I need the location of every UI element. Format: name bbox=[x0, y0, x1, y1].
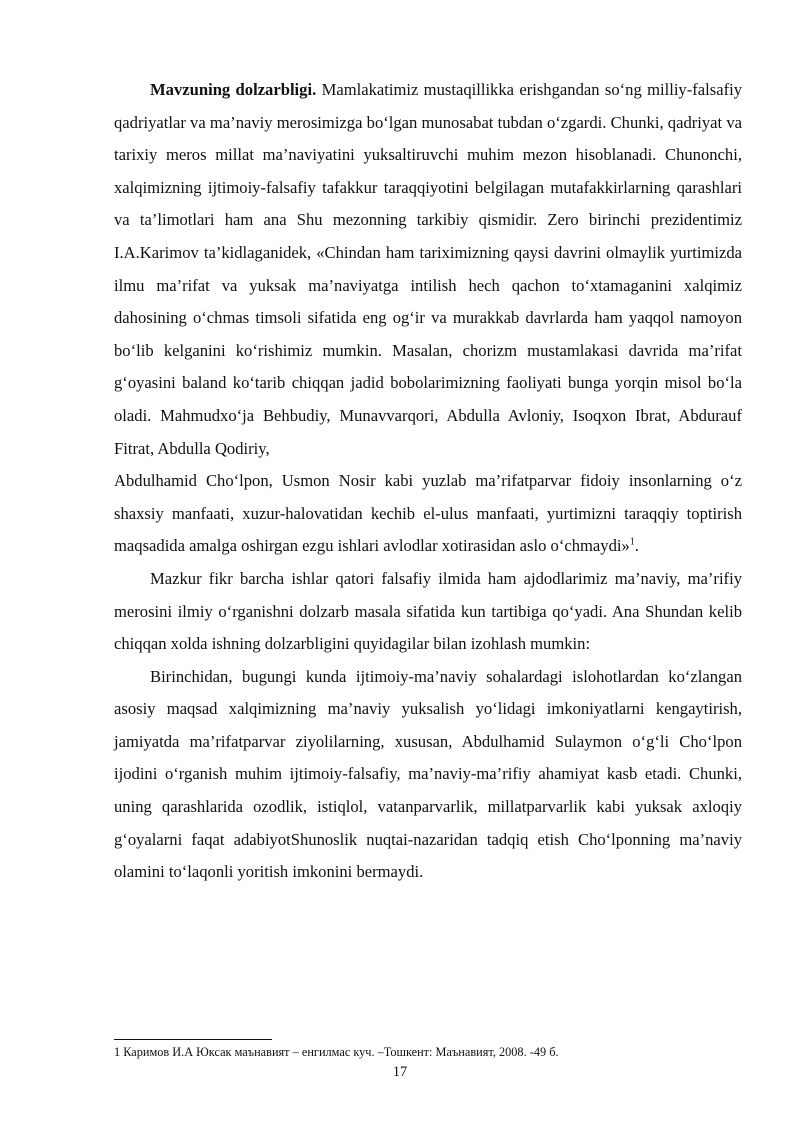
footnote: 1 Каримов И.А Юксак маънавият – енгилмас куч. –Тошкент: Маънавият, 2008. -49 б. bbox=[114, 1045, 559, 1059]
main-text bbox=[114, 74, 742, 889]
page-number: 17 bbox=[392, 1064, 408, 1080]
footnote-divider bbox=[114, 1039, 272, 1040]
paragraph-relevance bbox=[114, 74, 742, 465]
paragraph-text: Birinchidan, bugungi kunda ijtimoiy-ma’naviy sohalardagi islohotlardan ko‘zlangan asosiy maqsad xalqimizning ma’naviy yuksalish yo‘lidagi imkoniyatlarni kengaytirish, jamiyatda ma’rifatparvar ziyolilarning, xususan, Abdulhamid Sulaymon o‘g‘li Cho‘lpon ijodini o‘rganish muhim ijtimoiy-falsafiy, ma’naviy-ma’rifiy ahamiyat kasb etadi. Chunki, uning qarashlarida ozodlik, istiqlol, vatanparvarlik, millatparvarlik kabi yuksak axloqiy g‘oyalarni faqat adabiyotShunoslik nuqtai-nazaridan tadqiq etish Cho‘lponning ma’naviy olamini to‘laqonli yoritish imkonini bermaydi. bbox=[114, 666, 742, 882]
paragraph-continuation bbox=[114, 465, 742, 563]
paragraph-tail: . bbox=[634, 536, 639, 556]
footnote-reference[interactable]: 1 bbox=[629, 536, 635, 548]
paragraph-text: Mazkur fikr barcha ishlar qatori falsafiy ilmida ham ajdodlarimiz ma’naviy, ma’rifiy merosini ilmiy o‘rganishni dolzarb masala sifatida kun tartibiga qo‘yadi. Ana Shundan kelib chiqqan xolda ishning dolzarbligini quyidagilar bilan izohlash mumkin: bbox=[114, 568, 742, 654]
paragraph-thought bbox=[114, 563, 742, 661]
paragraph-text: Abdulhamid Cho‘lpon, Usmon Nosir kabi yuzlab ma’rifatparvar fidoiy insonlarning o‘z shaxsiy manfaati, xuzur-halovatidan kechib el-ulus manfaati, yurtimizni taraqqiy toptirish maqsadida amalga oshirgan ezgu ishlari avlodlar xotirasidan aslo o‘chmaydi» bbox=[114, 471, 742, 556]
paragraph-firstly bbox=[114, 661, 742, 889]
paragraph-text: Mamlakatimiz mustaqillikka erishgandan so‘ng milliy-falsafiy qadriyatlar va ma’naviy merosimizga bo‘lgan munosabat tubdan o‘zgardi. Chunki, qadriyat va tarixiy meros millat ma’naviyatini yuksaltiruvchi muhim mezon hisoblanadi. Chunonchi, xalqimizning ijtimoiy-falsafiy tafakkur taraqqiyotini belgilagan mutafakkirlarning qarashlari va ta’limotlari ham ana Shu mezonning tarkibiy qismidir. Zero birinchi prezidentimiz I.A.Karimov ta’kidlaganidek, «Chindan ham tariximizning qaysi davrini olmaylik yurtimizda ilmu ma’rifat va yuksak ma’naviyatga intilish hech qachon to‘xtamaganini xalqimiz dahosining o‘chmas timsoli sifatida eng og‘ir va murakkab davrlarda ham yaqqol namoyon bo‘lib kelganini ko‘rishimiz mumkin. Masalan, chorizm mustamlakasi davrida ma’rifat g‘oyasini baland ko‘tarib chiqqan jadid bobolarimizning faoliyati bunga yorqin misol bo‘la oladi. Mahmudxo‘ja Behbudiy, Munavvarqori, Abdulla Avloniy, Isoqxon Ibrat, Abdurauf Fitrat, Abdulla Qodiriy, bbox=[114, 80, 743, 458]
section-heading: Mavzuning dolzarbligi. bbox=[150, 80, 317, 99]
